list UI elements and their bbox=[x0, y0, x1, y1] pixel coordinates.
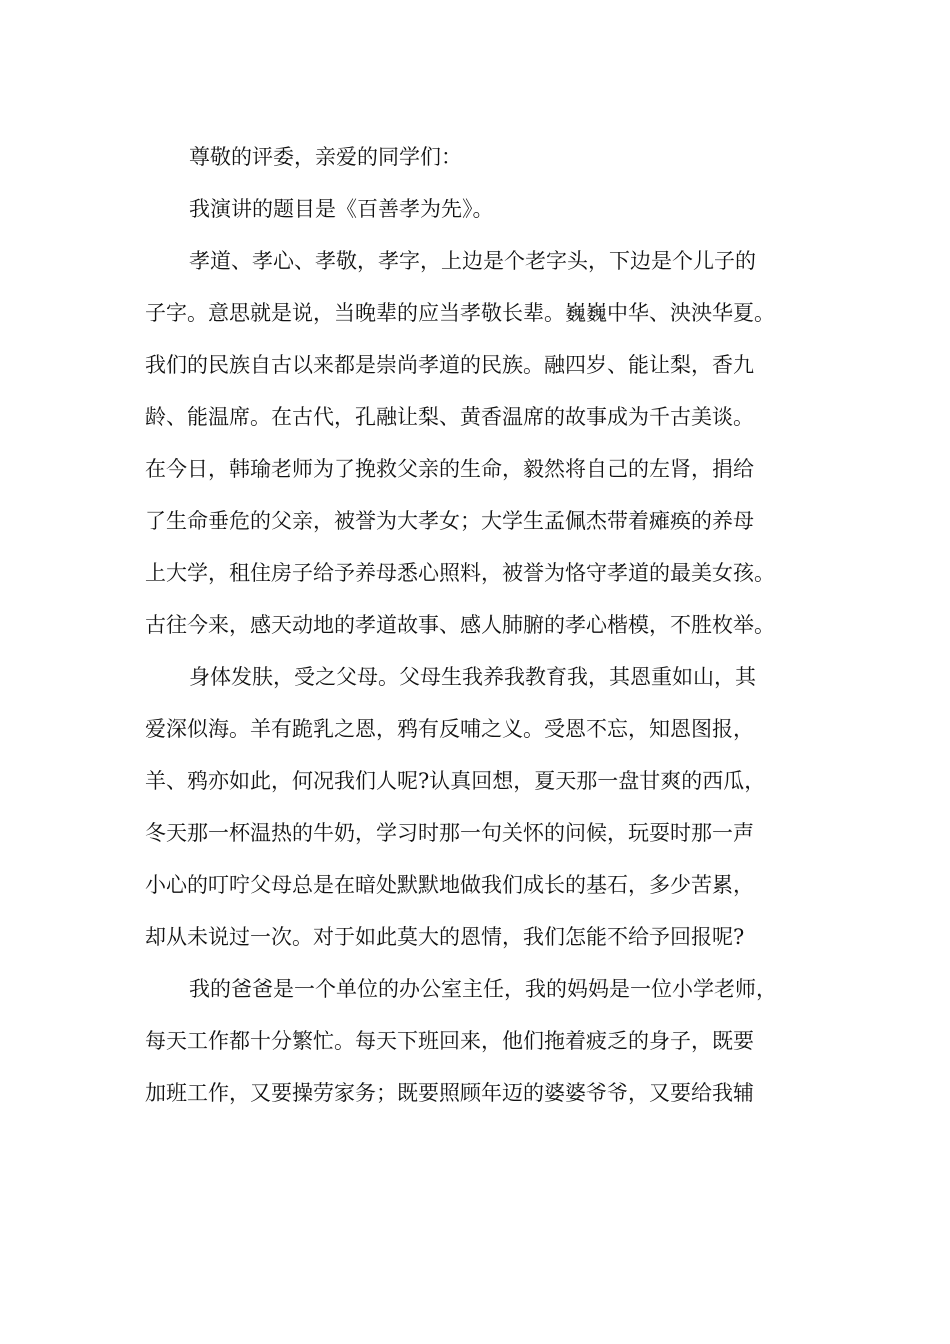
paragraph-2-line-1: 身体发肤，受之父母。父母生我养我教育我，其恩重如山，其 bbox=[189, 665, 756, 689]
paragraph-1-line-2: 子字。意思就是说，当晚辈的应当孝敬长辈。巍巍中华、泱泱华夏。 bbox=[145, 301, 775, 325]
speech-title-line: 我演讲的题目是《百善孝为先》。 bbox=[189, 197, 494, 221]
paragraph-3-line-1: 我的爸爸是一个单位的办公室主任，我的妈妈是一位小学老师， bbox=[189, 977, 777, 1001]
paragraph-2-line-5: 小心的叮咛父母总是在暗处默默地做我们成长的基石，多少苦累， bbox=[145, 873, 754, 897]
paragraph-1-line-3: 我们的民族自古以来都是崇尚孝道的民族。融四岁、能让梨，香九 bbox=[145, 353, 754, 377]
speech-text bbox=[145, 131, 825, 1119]
paragraph-1-line-7: 上大学，租住房子给予养母悉心照料，被誉为恪守孝道的最美女孩。 bbox=[145, 561, 775, 585]
paragraph-1-line-5: 在今日，韩瑜老师为了挽救父亲的生命，毅然将自己的左肾，捐给 bbox=[145, 457, 754, 481]
paragraph-1-line-8: 古往今来，感天动地的孝道故事、感人肺腑的孝心楷模，不胜枚举。 bbox=[145, 613, 775, 637]
paragraph-2-line-6: 却从未说过一次。对于如此莫大的恩情，我们怎能不给予回报呢? bbox=[145, 925, 745, 949]
paragraph-2-line-2: 爱深似海。羊有跪乳之恩，鸦有反哺之义。受恩不忘，知恩图报， bbox=[145, 717, 754, 741]
paragraph-3-line-2: 每天工作都十分繁忙。每天下班回来，他们拖着疲乏的身子，既要 bbox=[145, 1029, 754, 1053]
paragraph-3-line-3: 加班工作，又要操劳家务；既要照顾年迈的婆婆爷爷，又要给我辅 bbox=[145, 1081, 754, 1105]
salutation-line: 尊敬的评委，亲爱的同学们： bbox=[189, 145, 462, 169]
paragraph-1-line-1: 孝道、孝心、孝敬，孝字，上边是个老字头，下边是个儿子的 bbox=[189, 249, 756, 273]
paragraph-2-line-4: 冬天那一杯温热的牛奶，学习时那一句关怀的问候，玩耍时那一声 bbox=[145, 821, 754, 845]
paragraph-2-line-3: 羊、鸦亦如此，何况我们人呢?认真回想，夏天那一盘甘爽的西瓜， bbox=[145, 769, 766, 793]
paragraph-1-line-4: 龄、能温席。在古代，孔融让梨、黄香温席的故事成为千古美谈。 bbox=[145, 405, 754, 429]
paragraph-1-line-6: 了生命垂危的父亲，被誉为大孝女；大学生孟佩杰带着瘫痪的养母 bbox=[145, 509, 754, 533]
